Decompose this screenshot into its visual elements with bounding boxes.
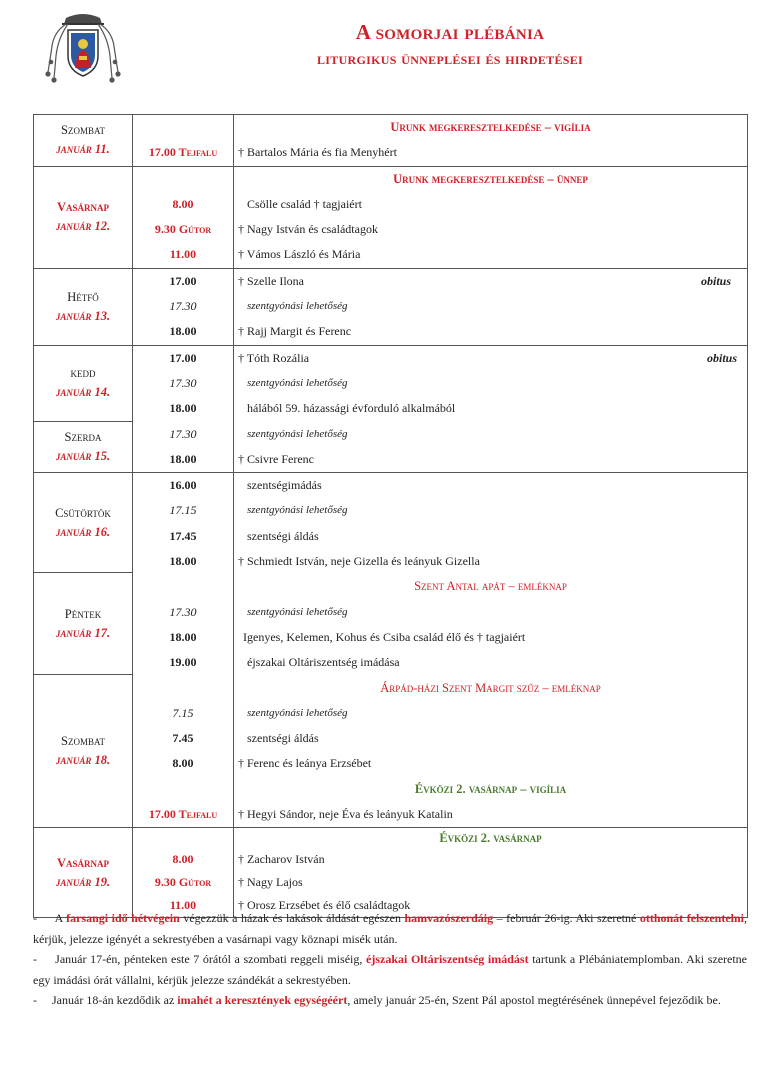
time-label: 18.00 [169,554,197,569]
feast-header: Szent Antal apát – emléknap [414,579,567,594]
intention-text: szentségi áldás [247,528,319,543]
event-cell [234,828,748,918]
announcement-text: végezzük a házak és lakások áldását egészen [179,911,405,925]
time-label: 18.00 [169,324,197,339]
time-label: 9.30 Gútor [154,875,212,890]
intention-text: szentségi áldás [247,731,319,746]
day-block-jan-14 [34,345,748,421]
announcement-text: tartunk a Plébániatemplomban. Aki szeretne egy imádási órát vállalni, kérjük jelezze szándékát a sekrestyében. [33,952,748,987]
intention-text: Csölle család † tagjaiért [247,196,362,211]
intention-text: † Zacharov István [238,852,325,867]
day-name: kedd [70,366,96,381]
announcements [33,908,747,1011]
day-name: Szombat [61,123,105,138]
announcement-1 [33,908,747,949]
time-label: 17.45 [169,528,197,543]
confession-text: szentgyónási lehetőség [247,300,348,313]
time-label: 8.00 [172,756,194,771]
highlight-text: imahét a keresztények egységéért [177,993,348,1007]
day-name: Szerda [64,430,102,445]
time-label: 18.00 [169,451,197,466]
day-cell [34,422,133,473]
time-cell [133,268,234,345]
feast-header: Évközi 2. vasárnap [439,831,542,846]
intention-text: hálából 59. házassági évforduló alkalmából [247,401,456,416]
day-cell [34,115,133,167]
time-label: 16.00 [169,478,197,493]
time-cell [133,828,234,918]
highlight-text: hamvazószerdáig [404,911,494,925]
intention-text: † Schmiedt István, neje Gizella és leányuk Gizella [238,554,480,569]
event-cell [234,473,748,828]
confession-text: szentgyónási lehetőség [247,605,348,618]
time-cell [133,115,234,167]
time-label: 17.30 [169,604,197,619]
day-block-jan-12 [34,166,748,268]
day-cell [34,573,133,675]
day-name: Hétfő [67,289,99,304]
time-label: 18.00 [169,629,197,644]
time-label: 17.30 [169,375,197,390]
day-block-jan-16 [34,473,748,573]
day-date: január 15. [55,449,111,464]
intention-text: † Szelle Ilona [238,273,304,288]
highlight-text: éjszakai Oltáriszentség imádást [366,952,529,966]
day-block-jan-19 [34,828,748,918]
intention-text: éjszakai Oltáriszentség imádása [247,655,400,670]
time-label: 17.00 [169,350,197,365]
bullet-dash: - [33,911,37,925]
intention-text: † Rajj Margit és Ferenc [238,324,352,339]
day-date: január 12. [55,219,111,234]
bullet-dash: - [33,952,37,966]
intention-text: † Tóth Rozália [238,350,310,365]
feast-header: Évközi 2. vasárnap – vigília [414,781,567,796]
day-date: január 11. [56,142,110,157]
day-date: január 13. [55,308,111,323]
obitus-label: obitus [700,273,731,288]
day-block-jan-13 [34,268,748,345]
day-date: január 17. [55,625,111,640]
title-line-1: A somorjai plébánia [355,20,545,44]
time-label: 17.00 Tejfalu [148,807,218,822]
parish-crest-logo [44,12,122,86]
announcement-text: , kérjük, jelezze igényét a sekrestyében a vasárnapi vagy köznapi misék után. [33,911,748,946]
event-cell [234,268,748,345]
intention-text: † Vámos László és Mária [238,247,361,262]
time-label: 17.30 [169,299,197,314]
announcement-2 [33,949,747,990]
day-cell [34,675,133,828]
document-title [150,18,750,72]
intention-text: † Hegyi Sándor, neje Éva és leányuk Katalin [238,807,453,822]
day-date: január 19. [55,874,111,889]
day-date: január 14. [55,385,111,400]
time-label: 18.00 [169,401,197,416]
confession-text: szentgyónási lehetőség [247,376,348,389]
event-cell [234,115,748,167]
event-cell [234,345,748,472]
day-cell [34,268,133,345]
time-label: 9.30 Gútor [154,222,212,237]
day-name: Szombat [61,734,105,749]
announcement-text: A [54,911,67,925]
day-cell [34,345,133,421]
title-line-2: liturgikus ünneplései és hirdetései [317,49,583,68]
time-label: 17.00 [169,273,197,288]
time-cell [133,345,234,472]
time-label: 8.00 [172,852,194,867]
liturgy-schedule-table [33,114,748,918]
time-cell [133,166,234,268]
time-label: 8.00 [172,196,194,211]
day-cell [34,473,133,573]
day-date: január 18. [55,753,111,768]
intention-row [234,346,747,371]
time-cell [133,473,234,828]
announcement-text: Január 18-án kezdődik az [52,993,178,1007]
intention-text: † Orosz Erzsébet és élő családtagok [238,898,411,913]
intention-text: szentségimádás [247,478,322,493]
time-label: 17.30 [169,426,197,441]
highlight-text: otthonát felszentelni [639,911,745,925]
feast-header: Urunk megkeresztelkedése – vigília [390,120,591,134]
bullet-dash: - [33,993,37,1007]
feast-header: Árpád-házi Szent Margit szűz – emléknap [380,680,601,695]
day-date: január 16. [55,524,111,539]
announcement-text: Január 17-én, pénteken este 7 órától a szombati reggeli miséig, [55,952,367,966]
feast-header: Urunk megkeresztelkedése – ünnep [393,171,588,186]
confession-text: szentgyónási lehetőség [247,504,348,517]
intention-text: Igenyes, Kelemen, Kohus és Csiba család élő és † tagjaiért [243,629,526,644]
time-label: 11.00 [169,247,197,262]
time-label: 7.45 [172,731,194,746]
intention-text: † Ferenc és leánya Erzsébet [238,756,372,771]
day-name: Vasárnap [56,200,110,215]
day-name: Péntek [64,606,102,621]
time-label: 19.00 [169,655,197,670]
day-name: Csütörtök [55,505,111,520]
announcement-3 [33,990,747,1011]
day-name: Vasárnap [56,855,110,870]
intention-text: † Csivre Ferenc [238,451,314,466]
day-cell [34,828,133,918]
time-label: 17.00 Tejfalu [148,145,218,160]
intention-text: † Bartalos Mária és fia Menyhért [238,145,397,160]
announcement-text: , amely január 25-én, Szent Pál apostol megtérésének ünnepével fejeződik be. [347,993,721,1007]
highlight-text: farsangi idő hétvégein [66,911,180,925]
time-label: 17.15 [169,503,197,518]
announcement-text: – február 26-ig. Aki szeretné [493,911,640,925]
event-cell [234,166,748,268]
obitus-label: obitus [706,350,737,365]
day-block-jan-11 [34,115,748,167]
intention-text: † Nagy Lajos [238,875,303,890]
intention-row [234,269,747,294]
time-label: 11.00 [169,898,197,913]
time-label: 7.15 [172,705,194,720]
intention-text: † Nagy István és családtagok [238,222,378,237]
confession-text: szentgyónási lehetőség [247,427,348,440]
day-cell [34,166,133,268]
confession-text: szentgyónási lehetőség [247,706,348,719]
